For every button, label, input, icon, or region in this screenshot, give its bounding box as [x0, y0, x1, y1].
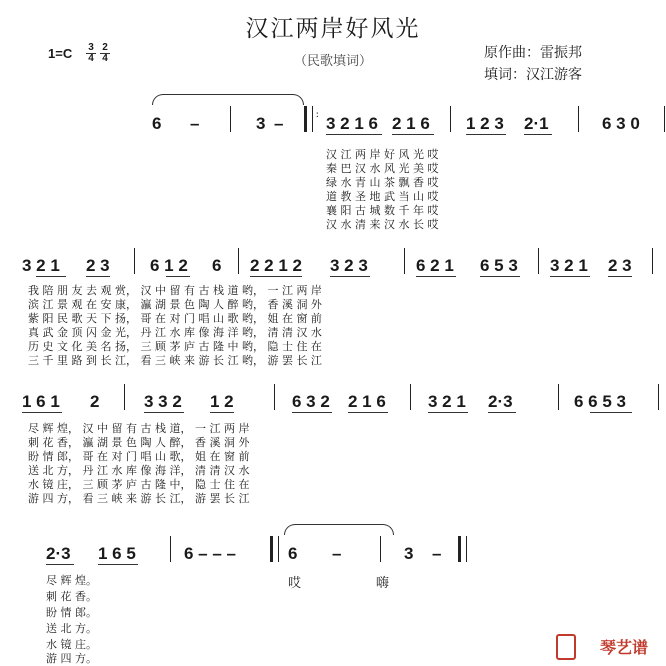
lyric-line: 三 千 里 路 到 长 江， 看 三 峡 来 游 长 江 哟， 游 罢 长 江	[28, 354, 322, 367]
lyric-line: 刺 花 香， 瀛 湖 景 色 陶 人 醉， 香 溪 洞 外	[28, 436, 250, 449]
watermark-logo-icon	[556, 634, 576, 660]
lyric-line: 秦 巴 汉 水 风 光 美 哎	[326, 162, 439, 175]
lyric-line: 盼 情 郎， 哥 在 对 门 唱 山 歌， 姐 在 窗 前	[28, 450, 250, 463]
coda-lyric: 嗨	[376, 576, 390, 591]
time-signature-3-4: 3 4	[86, 43, 96, 64]
lyric-line: 我 陪 朋 友 去 观 赏， 汉 中 留 有 古 栈 道 哟， 一 江 两 岸	[28, 284, 322, 297]
lyric-line: 尽 辉 煌。	[46, 574, 97, 587]
key-signature: 1=C	[48, 46, 73, 61]
coda-lyric: 哎	[288, 576, 302, 591]
lyric-line: 水 镜 庄。	[46, 638, 97, 651]
score-system-2: 3 2 1 2 3 6 1 2 6 2 2 1 2 3 2 3 6 2 1 6 5 3 3 2 1 2 3	[12, 232, 654, 290]
watermark: 琴艺谱	[599, 640, 648, 657]
lyric-line: 滨 江 景 观 在 安 康， 瀛 湖 景 色 陶 人 醉 哟， 香 溪 洞 外	[28, 298, 322, 311]
song-title: 汉江两岸好风光	[245, 16, 421, 42]
lyric-line: 刺 花 香。	[46, 590, 97, 603]
time-signature-2-4: 2 4	[100, 43, 110, 64]
lyric-line: 紫 阳 民 歌 天 下 扬， 哥 在 对 门 唱 山 歌 哟， 姐 在 窗 前	[28, 312, 322, 325]
score-system-4: 2·3 1 6 5 6 – – – 6 – 3 –	[12, 520, 654, 578]
lyric-line: 历 史 文 化 美 名 扬， 三 顾 茅 庐 古 隆 中 哟， 隐 士 住 在	[28, 340, 322, 353]
lyric-line: 尽 辉 煌， 汉 中 留 有 古 栈 道， 一 江 两 岸	[28, 422, 250, 435]
lyric-line: 绿 水 青 山 茶 飘 香 哎	[326, 176, 439, 189]
lyric-line: 游 四 方。	[46, 652, 97, 665]
lyric-line: 真 武 金 顶 闪 金 光， 丹 江 水 库 像 海 洋 哟， 清 清 汉 水	[28, 326, 322, 339]
score-system-1: 6 – 3 – : 3 2 1 6 2 1 6 1 2 3 2·1 6 3 0	[12, 90, 654, 148]
lyric-line: 汉 水 清 来 汉 水 长 哎	[326, 218, 439, 231]
score-system-3: 1 6 1 2 3 3 2 1 2 6 3 2 2 1 6 3 2 1 2·3 6 6 5 3	[12, 368, 654, 426]
lyric-line: 汉 江 两 岸 好 风 光 哎	[326, 148, 439, 161]
lyric-line: 襄 阳 古 城 数 千 年 哎	[326, 204, 439, 217]
lyric-line: 水 镜 庄， 三 顾 茅 庐 古 隆 中， 隐 士 住 在	[28, 478, 250, 491]
lyric-line: 道 教 圣 地 武 当 山 哎	[326, 190, 439, 203]
composer-credit: 原作曲：雷振邦	[484, 45, 582, 61]
lyricist-credit: 填词：汉江游客	[484, 67, 582, 83]
subtitle: （民歌填词）	[293, 54, 372, 69]
lyric-line: 送 北 方。	[46, 622, 97, 635]
lyric-line: 盼 情 郎。	[46, 606, 97, 619]
lyric-line: 送 北 方， 丹 江 水 库 像 海 洋， 清 清 汉 水	[28, 464, 250, 477]
lyric-line: 游 四 方， 看 三 峡 来 游 长 江， 游 罢 长 江	[28, 492, 250, 505]
